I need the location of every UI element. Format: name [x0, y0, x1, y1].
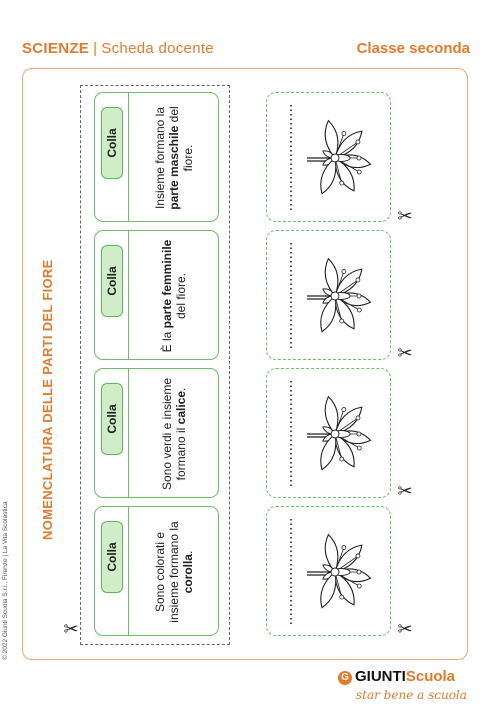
label-card-4[interactable]: Colla Sono colorati e insieme formano la corolla. — [94, 506, 219, 636]
label-card-1[interactable]: Colla Insieme formano la parte maschile del fiore. — [94, 92, 219, 222]
card-divider — [128, 93, 129, 221]
scissors-icon: ✂ — [397, 343, 413, 363]
flower-card-4[interactable] — [266, 506, 391, 636]
scissors-icon: ✂ — [397, 481, 413, 501]
scissors-icon: ✂ — [397, 206, 413, 226]
sheet-type: Scheda docente — [101, 40, 214, 57]
flower-diagram — [267, 369, 392, 499]
flower-diagram — [267, 507, 392, 637]
publisher-logo: G GIUNTIScuola star bene a scuola — [338, 668, 488, 712]
label-card-2[interactable]: Colla È la parte femminile del fiore. — [94, 230, 219, 360]
label-card-3[interactable]: Colla Sono verdi e insieme formano il calice. — [94, 368, 219, 498]
scissors-icon: ✂ — [63, 619, 79, 639]
flower-card-2[interactable] — [266, 230, 391, 360]
subject-label — [22, 40, 214, 57]
flower-diagram — [267, 93, 392, 223]
page-header — [0, 0, 500, 68]
scissors-icon: ✂ — [397, 619, 413, 639]
glue-tab: Colla — [101, 245, 123, 317]
glue-tab: Colla — [101, 521, 123, 593]
flower-diagram — [267, 231, 392, 361]
logo-mark-icon: G — [338, 671, 352, 685]
subject-name: SCIENZE — [22, 40, 90, 57]
card-divider — [128, 369, 129, 497]
card-divider — [128, 507, 129, 635]
card-divider — [128, 231, 129, 359]
flower-card-1[interactable] — [266, 92, 391, 222]
glue-tab: Colla — [101, 383, 123, 455]
flower-card-3[interactable] — [266, 368, 391, 498]
header-separator: | — [93, 40, 98, 57]
class-label: Classe seconda — [356, 40, 470, 57]
logo-tagline: star bene a scuola — [356, 688, 467, 702]
glue-tab: Colla — [101, 107, 123, 179]
